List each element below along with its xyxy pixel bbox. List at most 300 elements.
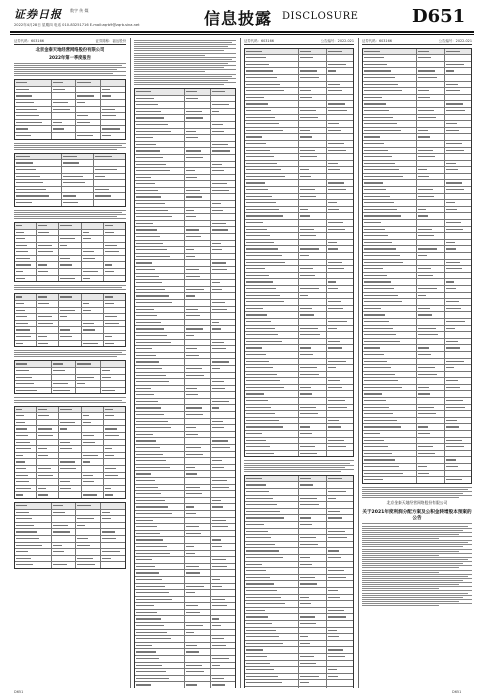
table-row	[245, 312, 353, 319]
table-cell	[363, 88, 417, 94]
table-cell	[37, 308, 59, 314]
table-cell	[299, 515, 327, 521]
table-row	[135, 544, 235, 551]
table-cell	[135, 471, 185, 477]
table-cell	[15, 120, 52, 126]
table-cell	[135, 445, 185, 451]
table-cell	[185, 471, 211, 477]
table-cell	[101, 516, 125, 522]
table-cell	[76, 529, 101, 535]
table-cell	[417, 306, 445, 312]
table-cell	[327, 306, 354, 312]
table-cell	[185, 142, 211, 148]
table-row	[15, 314, 125, 321]
table-cell	[76, 516, 101, 522]
table-cell	[327, 167, 354, 173]
table-cell	[185, 313, 211, 319]
table-cell	[15, 503, 52, 509]
table-cell	[245, 240, 299, 246]
table-cell	[327, 95, 354, 101]
table-row	[135, 320, 235, 327]
table-row	[135, 109, 235, 116]
table-cell	[101, 107, 125, 113]
table-cell	[327, 628, 354, 634]
table-cell	[327, 588, 354, 594]
table-cell	[211, 267, 236, 273]
table-cell	[52, 107, 77, 113]
table-cell	[299, 595, 327, 601]
table-cell	[327, 667, 354, 673]
financial-statements	[134, 40, 236, 688]
table-cell	[52, 556, 77, 562]
table-cell	[417, 121, 445, 127]
table-cell	[185, 676, 211, 682]
table-cell	[245, 674, 299, 680]
table-cell	[245, 687, 299, 688]
table-cell	[211, 551, 236, 557]
table-cell	[245, 496, 299, 502]
table-cell	[185, 168, 211, 174]
table-cell	[76, 523, 101, 529]
table-cell	[59, 223, 81, 229]
table-cell	[211, 564, 236, 570]
table-cell	[211, 280, 236, 286]
table-row	[245, 654, 353, 661]
table-row	[245, 575, 353, 582]
table-cell	[327, 345, 354, 351]
table-row	[245, 687, 353, 688]
table-cell	[211, 379, 236, 385]
table-row	[245, 621, 353, 628]
table-row	[245, 68, 353, 75]
table-cell	[417, 405, 445, 411]
report-body	[14, 63, 126, 569]
table-cell	[445, 121, 472, 127]
table-row	[245, 101, 353, 108]
table-cell	[327, 128, 354, 134]
table-cell	[211, 452, 236, 458]
table-cell	[327, 121, 354, 127]
table-cell	[135, 524, 185, 530]
table-cell	[245, 365, 299, 371]
table-cell	[245, 634, 299, 640]
table-cell	[245, 568, 299, 574]
table-row	[363, 319, 471, 326]
table-row	[135, 524, 235, 531]
table-cell	[299, 286, 327, 292]
table-cell	[299, 326, 327, 332]
table-cell	[62, 154, 94, 160]
table-cell	[76, 503, 101, 509]
table-cell	[299, 213, 327, 219]
table-cell	[299, 614, 327, 620]
table-cell	[185, 610, 211, 616]
page-number: D651	[412, 6, 466, 27]
table-cell	[59, 256, 81, 262]
table-cell	[417, 424, 445, 430]
table-cell	[363, 134, 417, 140]
table-cell	[104, 341, 125, 347]
table-cell	[135, 254, 185, 260]
table-cell	[245, 82, 299, 88]
table-cell	[245, 562, 299, 568]
table-cell	[15, 556, 52, 562]
table-cell	[135, 346, 185, 352]
table-cell	[135, 168, 185, 174]
table-row	[135, 577, 235, 584]
table-cell	[82, 426, 104, 432]
table-cell	[52, 133, 77, 139]
table-cell	[327, 332, 354, 338]
table-row	[15, 80, 125, 87]
table-cell	[245, 431, 299, 437]
table-cell	[15, 187, 62, 193]
newspaper-logo: 证券日报	[14, 8, 62, 21]
table-row	[15, 334, 125, 341]
table-row	[135, 643, 235, 650]
table-cell	[52, 503, 77, 509]
table-row	[15, 327, 125, 334]
data-table	[244, 48, 354, 458]
table-cell	[245, 352, 299, 358]
table-cell	[327, 608, 354, 614]
table-row	[245, 75, 353, 82]
table-cell	[327, 542, 354, 548]
table-row	[15, 256, 125, 263]
table-cell	[363, 345, 417, 351]
table-cell	[245, 595, 299, 601]
table-row	[15, 93, 125, 100]
table-row	[135, 518, 235, 525]
table-row	[15, 154, 125, 161]
table-cell	[299, 634, 327, 640]
table-row	[245, 608, 353, 615]
table-cell	[185, 412, 211, 418]
table-cell	[363, 411, 417, 417]
table-cell	[101, 529, 125, 535]
table-cell	[211, 333, 236, 339]
stock-code: 证券代码：603166	[244, 39, 274, 43]
table-cell	[185, 320, 211, 326]
table-row	[363, 187, 471, 194]
table-row	[15, 446, 125, 453]
table-row	[135, 142, 235, 149]
table-cell	[445, 398, 472, 404]
table-cell	[135, 649, 185, 655]
table-row	[245, 154, 353, 161]
table-cell	[185, 498, 211, 504]
table-cell	[185, 326, 211, 332]
table-cell	[104, 314, 125, 320]
table-cell	[245, 253, 299, 259]
table-row	[15, 466, 125, 473]
table-cell	[363, 306, 417, 312]
table-cell	[211, 399, 236, 405]
table-cell	[82, 262, 104, 268]
table-cell	[59, 334, 81, 340]
table-cell	[245, 628, 299, 634]
table-cell	[135, 247, 185, 253]
table-cell	[245, 680, 299, 686]
table-cell	[37, 433, 59, 439]
table-cell	[185, 663, 211, 669]
table-cell	[299, 207, 327, 213]
table-cell	[15, 308, 37, 314]
table-cell	[363, 55, 417, 61]
table-row	[245, 647, 353, 654]
table-cell	[15, 466, 37, 472]
table-cell	[327, 424, 354, 430]
table-cell	[363, 332, 417, 338]
table-cell	[327, 207, 354, 213]
table-cell	[15, 113, 52, 119]
table-cell	[104, 459, 125, 465]
table-cell	[185, 478, 211, 484]
table-cell	[185, 557, 211, 563]
table-cell	[185, 630, 211, 636]
table-row	[245, 562, 353, 569]
table-cell	[299, 82, 327, 88]
table-cell	[245, 161, 299, 167]
table-cell	[417, 352, 445, 358]
table-row	[135, 452, 235, 459]
table-cell	[185, 280, 211, 286]
table-row	[135, 175, 235, 182]
table-row	[245, 95, 353, 102]
table-row	[135, 267, 235, 274]
table-row	[245, 148, 353, 155]
footer-page-right: D651	[452, 690, 462, 694]
table-cell	[327, 575, 354, 581]
table-cell	[299, 438, 327, 444]
table-cell	[299, 339, 327, 345]
table-cell	[445, 194, 472, 200]
table-cell	[101, 381, 125, 387]
table-row	[135, 201, 235, 208]
table-cell	[37, 341, 59, 347]
table-cell	[37, 230, 59, 236]
table-cell	[327, 661, 354, 667]
table-cell	[417, 385, 445, 391]
table-cell	[363, 477, 417, 483]
table-cell	[445, 345, 472, 351]
table-row	[135, 584, 235, 591]
table-row	[15, 262, 125, 269]
table-cell	[135, 359, 185, 365]
table-cell	[15, 126, 52, 132]
table-cell	[37, 459, 59, 465]
column-header	[244, 38, 354, 43]
table-cell	[185, 577, 211, 583]
table-cell	[15, 459, 37, 465]
table-cell	[445, 286, 472, 292]
table-cell	[327, 548, 354, 554]
table-cell	[185, 260, 211, 266]
table-cell	[445, 95, 472, 101]
table-row	[245, 424, 353, 431]
table-cell	[417, 187, 445, 193]
table-row	[135, 616, 235, 623]
table-cell	[211, 518, 236, 524]
table-cell	[417, 273, 445, 279]
table-row	[363, 246, 471, 253]
table-cell	[76, 107, 101, 113]
table-cell	[299, 674, 327, 680]
table-row	[245, 306, 353, 313]
table-cell	[363, 227, 417, 233]
table-cell	[211, 405, 236, 411]
table-row	[245, 674, 353, 681]
announcement-number: 公告编号：2022-021	[320, 39, 354, 43]
table-cell	[327, 220, 354, 226]
table-cell	[52, 120, 77, 126]
table-cell	[185, 392, 211, 398]
table-cell	[15, 341, 37, 347]
table-cell	[363, 253, 417, 259]
table-cell	[445, 293, 472, 299]
table-cell	[245, 49, 299, 55]
table-cell	[37, 249, 59, 255]
table-cell	[59, 407, 81, 413]
table-cell	[52, 87, 77, 93]
table-cell	[299, 128, 327, 134]
table-cell	[76, 361, 101, 367]
table-cell	[245, 121, 299, 127]
table-cell	[245, 148, 299, 154]
table-cell	[299, 424, 327, 430]
table-cell	[245, 378, 299, 384]
table-cell	[363, 431, 417, 437]
table-cell	[15, 100, 52, 106]
table-cell	[135, 419, 185, 425]
table-cell	[211, 643, 236, 649]
table-cell	[135, 366, 185, 372]
table-cell	[62, 200, 94, 206]
table-cell	[445, 148, 472, 154]
table-row	[363, 49, 471, 56]
table-cell	[94, 167, 125, 173]
table-cell	[211, 570, 236, 576]
table-cell	[363, 213, 417, 219]
table-cell	[185, 359, 211, 365]
table-row	[15, 433, 125, 440]
table-row	[15, 453, 125, 460]
table-cell	[327, 522, 354, 528]
table-row	[245, 548, 353, 555]
table-cell	[445, 312, 472, 318]
table-row	[245, 62, 353, 69]
table-row	[15, 562, 125, 568]
table-cell	[327, 568, 354, 574]
table-cell	[104, 321, 125, 327]
table-cell	[211, 432, 236, 438]
table-row	[135, 610, 235, 617]
table-row	[15, 223, 125, 230]
table-cell	[211, 201, 236, 207]
table-row	[15, 440, 125, 447]
table-cell	[445, 352, 472, 358]
table-cell	[327, 515, 354, 521]
table-row	[363, 345, 471, 352]
table-row	[245, 161, 353, 168]
table-row	[135, 682, 235, 688]
table-cell	[15, 193, 62, 199]
table-cell	[445, 365, 472, 371]
table-cell	[327, 293, 354, 299]
table-cell	[76, 388, 101, 394]
table-cell	[299, 398, 327, 404]
table-row	[245, 200, 353, 207]
table-row	[363, 194, 471, 201]
table-cell	[135, 142, 185, 148]
table-row	[15, 516, 125, 523]
table-row	[15, 321, 125, 328]
table-row	[15, 426, 125, 433]
table-cell	[52, 93, 77, 99]
table-cell	[104, 426, 125, 432]
table-cell	[185, 531, 211, 537]
table-row	[15, 388, 125, 394]
table-cell	[299, 115, 327, 121]
table-cell	[211, 584, 236, 590]
table-cell	[299, 187, 327, 193]
table-cell	[299, 293, 327, 299]
table-row	[135, 504, 235, 511]
table-cell	[82, 321, 104, 327]
table-cell	[327, 535, 354, 541]
table-cell	[363, 187, 417, 193]
table-cell	[185, 405, 211, 411]
table-cell	[417, 279, 445, 285]
table-cell	[15, 80, 52, 86]
table-cell	[299, 365, 327, 371]
table-cell	[135, 102, 185, 108]
stock-code: 证券代码：603166	[362, 39, 392, 43]
table-cell	[245, 187, 299, 193]
table-cell	[76, 536, 101, 542]
table-cell	[15, 486, 37, 492]
section-title-english: DISCLOSURE	[282, 11, 359, 22]
table-cell	[445, 88, 472, 94]
table-cell	[185, 656, 211, 662]
table-cell	[135, 109, 185, 115]
column-header	[362, 38, 472, 43]
table-cell	[37, 473, 59, 479]
table-row	[245, 279, 353, 286]
company-name: 北京金泰天地经营网络股份有限公司	[35, 47, 105, 53]
table-cell	[245, 141, 299, 147]
table-row	[135, 148, 235, 155]
table-cell	[135, 274, 185, 280]
table-cell	[327, 187, 354, 193]
table-cell	[211, 610, 236, 616]
table-cell	[417, 108, 445, 114]
table-cell	[52, 368, 77, 374]
table-cell	[417, 174, 445, 180]
table-row	[245, 141, 353, 148]
table-cell	[185, 214, 211, 220]
table-cell	[417, 167, 445, 173]
table-cell	[15, 294, 37, 300]
table-cell	[363, 438, 417, 444]
table-cell	[363, 451, 417, 457]
table-cell	[211, 445, 236, 451]
table-cell	[211, 557, 236, 563]
table-cell	[135, 221, 185, 227]
table-row	[15, 543, 125, 550]
table-cell	[363, 62, 417, 68]
table-cell	[59, 466, 81, 472]
